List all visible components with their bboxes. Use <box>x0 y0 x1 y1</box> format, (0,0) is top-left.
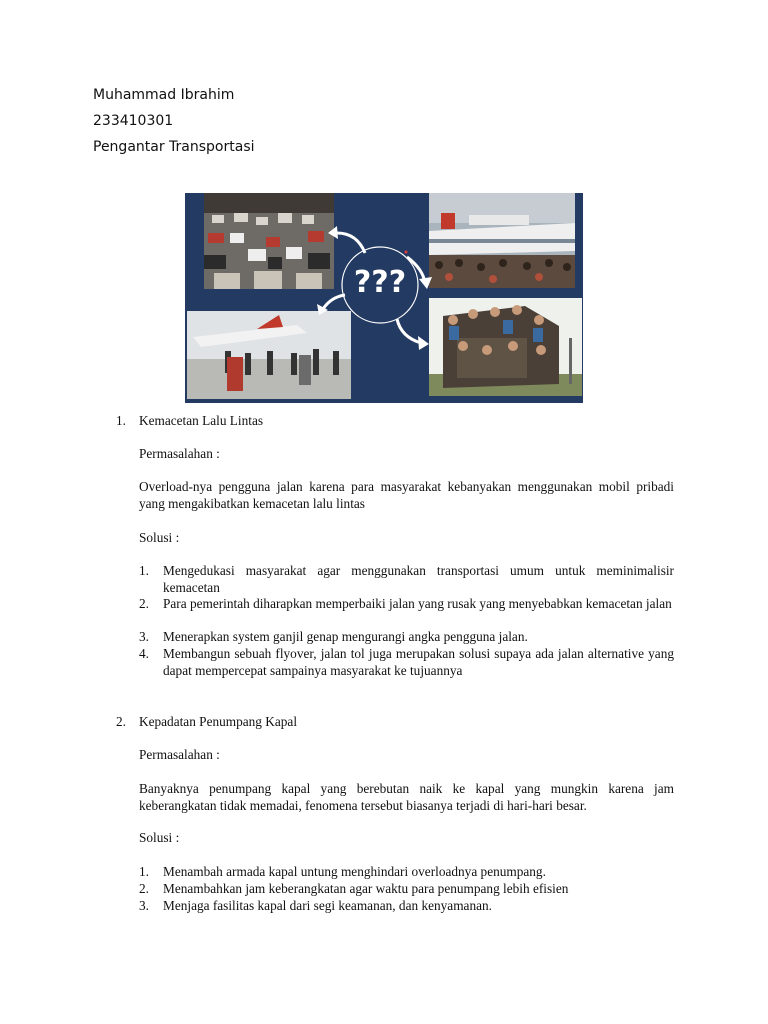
section-1-solution-4-text: Membangun sebuah flyover, jalan tol juga merupakan solusi supaya ada jalan alternative yang dapat mempercepat sampainya masyarakat ke tujuannya <box>163 646 674 678</box>
section-1-problem-text: Overload-nya pengguna jalan karena para masyarakat kebanyakan menggunakan mobil pribadi yang mengakibatkan kemacetan lalu lintas <box>139 479 674 511</box>
section-1-solution-4-number: 4. <box>139 646 149 661</box>
section-2-solution-1-text: Menambah armada kapal untung menghindari overloadnya penumpang. <box>163 864 546 879</box>
author-name: Muhammad Ibrahim <box>93 87 235 103</box>
section-1-solution-3-text: Menerapkan system ganjil genap mengurangi angka pengguna jalan. <box>163 629 528 644</box>
section-1-solution-1-text: Mengedukasi masyarakat agar menggunakan transportasi umum untuk meminimalisir kemacetan <box>163 563 674 595</box>
course-title: Pengantar Transportasi <box>93 139 255 155</box>
section-2-title: Kepadatan Penumpang Kapal <box>139 714 298 729</box>
section-2-solution-2-text: Menambahkan jam keberangkatan agar waktu para penumpang lebih efisien <box>163 881 569 896</box>
section-1-solution-2-number: 2. <box>139 596 149 611</box>
section-1-solution-3-number: 3. <box>139 629 149 644</box>
section-2-number: 2. <box>116 714 126 729</box>
section-1-title: Kemacetan Lalu Lintas <box>139 413 264 428</box>
section-2-solution-3-number: 3. <box>139 898 149 913</box>
section-2-problem-text: Banyaknya penumpang kapal yang berebutan naik ke kapal yang mungkin karena jam keberangkatan tidak memadai, fenomena tersebut biasanya terjadi di hari-hari besar. <box>139 781 674 813</box>
section-1-solution-1-number: 1. <box>139 563 149 578</box>
transport-problems-collage <box>185 193 583 403</box>
question-marks-label: ??? <box>353 265 407 300</box>
section-1-solution-label: Solusi : <box>139 530 180 545</box>
section-1-number: 1. <box>116 413 126 428</box>
section-1-problem-label: Permasalahan : <box>139 446 220 461</box>
section-2-solution-3-text: Menjaga fasilitas kapal dari segi keamanan, dan kenyamanan. <box>163 898 492 913</box>
student-id: 233410301 <box>93 113 174 129</box>
section-2-solution-2-number: 2. <box>139 881 149 896</box>
section-2-solution-1-number: 1. <box>139 864 149 879</box>
section-1-solution-2-text: Para pemerintah diharapkan memperbaiki jalan yang rusak yang menyebabkan kemacetan jalan <box>163 596 672 611</box>
section-2-problem-label: Permasalahan : <box>139 747 220 762</box>
section-2-solution-label: Solusi : <box>139 830 180 845</box>
